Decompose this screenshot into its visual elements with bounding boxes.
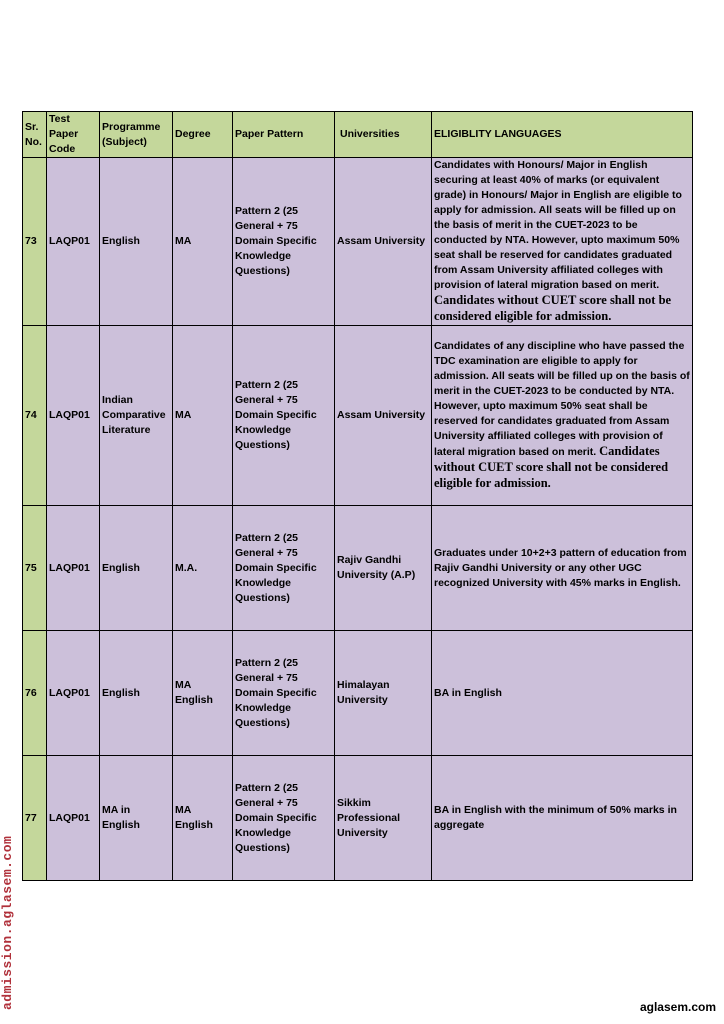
- eligibility-text: BA in English: [434, 686, 502, 699]
- table-row: [23, 326, 693, 506]
- header-paper-pattern: Paper Pattern: [233, 112, 335, 158]
- university-cell: Himalayan University: [335, 631, 432, 756]
- eligibility-cell: [432, 506, 693, 631]
- university-cell: Rajiv Gandhi University (A.P): [335, 506, 432, 631]
- paper-pattern-cell: Pattern 2 (25 General + 75 Domain Specific Knowledge Questions): [233, 326, 335, 506]
- eligibility-cell: [432, 756, 693, 881]
- degree-cell: MA: [173, 158, 233, 326]
- header-degree: Degree: [173, 112, 233, 158]
- university-cell: Sikkim Professional University: [335, 756, 432, 881]
- header-eligibility: ELIGIBLITY LANGUAGES: [432, 112, 693, 158]
- paper-code-cell: LAQP01: [47, 506, 100, 631]
- sr-no-cell: 73: [23, 158, 47, 326]
- degree-cell: M.A.: [173, 506, 233, 631]
- paper-pattern-cell: Pattern 2 (25 General + 75 Domain Specific Knowledge Questions): [233, 158, 335, 326]
- university-cell: Assam University: [335, 326, 432, 506]
- table-row: [23, 756, 693, 881]
- eligibility-text: Candidates with Honours/ Major in English securing at least 40% of marks (or equivalent grade) in Honours/ Major in English are eligible to apply for admission. All seats will be filled up on the basis of merit in the CUET-2023 to be conducted by NTA. However, upto maximum 50% seat shall be reserved for candidates graduated from Assam University affiliated colleges with provision of lateral migration based on merit.: [434, 159, 682, 291]
- paper-code-cell: LAQP01: [47, 756, 100, 881]
- eligibility-note: Candidates without CUET score shall not be considered eligible for admission.: [434, 293, 672, 323]
- degree-cell: MA English: [173, 756, 233, 881]
- programme-cell: Indian Comparative Literature: [100, 326, 173, 506]
- paper-pattern-cell: Pattern 2 (25 General + 75 Domain Specific Knowledge Questions): [233, 756, 335, 881]
- header-universities: Universities: [335, 112, 432, 158]
- eligibility-cell: [432, 631, 693, 756]
- eligibility-text: BA in English with the minimum of 50% marks in aggregate: [434, 804, 677, 831]
- sr-no-cell: 76: [23, 631, 47, 756]
- header-programme: Programme (Subject): [100, 112, 173, 158]
- sr-no-cell: 75: [23, 506, 47, 631]
- eligibility-cell: [432, 158, 693, 326]
- table-row: [23, 158, 693, 326]
- footer-site-label: aglasem.com: [639, 1000, 716, 1014]
- watermark-text: admission.aglasem.com: [0, 835, 15, 1010]
- table-row: [23, 506, 693, 631]
- header-test-paper-code: Test Paper Code: [47, 112, 100, 158]
- eligibility-text: Candidates of any discipline who have passed the TDC examination are eligible to apply for admission. All seats will be filled up on the basis of merit in the CUET-2023 to be conducted by NTA. However, upto maximum 50% seat shall be reserved for candidates graduated from Assam University affiliated colleges with provision of lateral migration based on merit.: [434, 340, 690, 458]
- programme-cell: English: [100, 158, 173, 326]
- paper-pattern-cell: Pattern 2 (25 General + 75 Domain Specific Knowledge Questions): [233, 631, 335, 756]
- university-cell: Assam University: [335, 158, 432, 326]
- paper-code-cell: LAQP01: [47, 631, 100, 756]
- programme-cell: English: [100, 631, 173, 756]
- eligibility-text: Graduates under 10+2+3 pattern of education from Rajiv Gandhi University or any other UGC recognized University with 45% marks in English.: [434, 546, 687, 589]
- paper-code-cell: LAQP01: [47, 326, 100, 506]
- paper-pattern-cell: Pattern 2 (25 General + 75 Domain Specific Knowledge Questions): [233, 506, 335, 631]
- programme-cell: MA in English: [100, 756, 173, 881]
- header-sr-no: Sr. No.: [23, 112, 47, 158]
- degree-cell: MA English: [173, 631, 233, 756]
- programme-cell: English: [100, 506, 173, 631]
- paper-code-cell: LAQP01: [47, 158, 100, 326]
- degree-cell: MA: [173, 326, 233, 506]
- eligibility-note: Candidates without CUET score shall not be considered eligible for admission.: [434, 444, 669, 490]
- table-row: [23, 631, 693, 756]
- sr-no-cell: 74: [23, 326, 47, 506]
- eligibility-table: [22, 111, 693, 881]
- sr-no-cell: 77: [23, 756, 47, 881]
- eligibility-cell: [432, 326, 693, 506]
- table-header-row: [23, 112, 693, 158]
